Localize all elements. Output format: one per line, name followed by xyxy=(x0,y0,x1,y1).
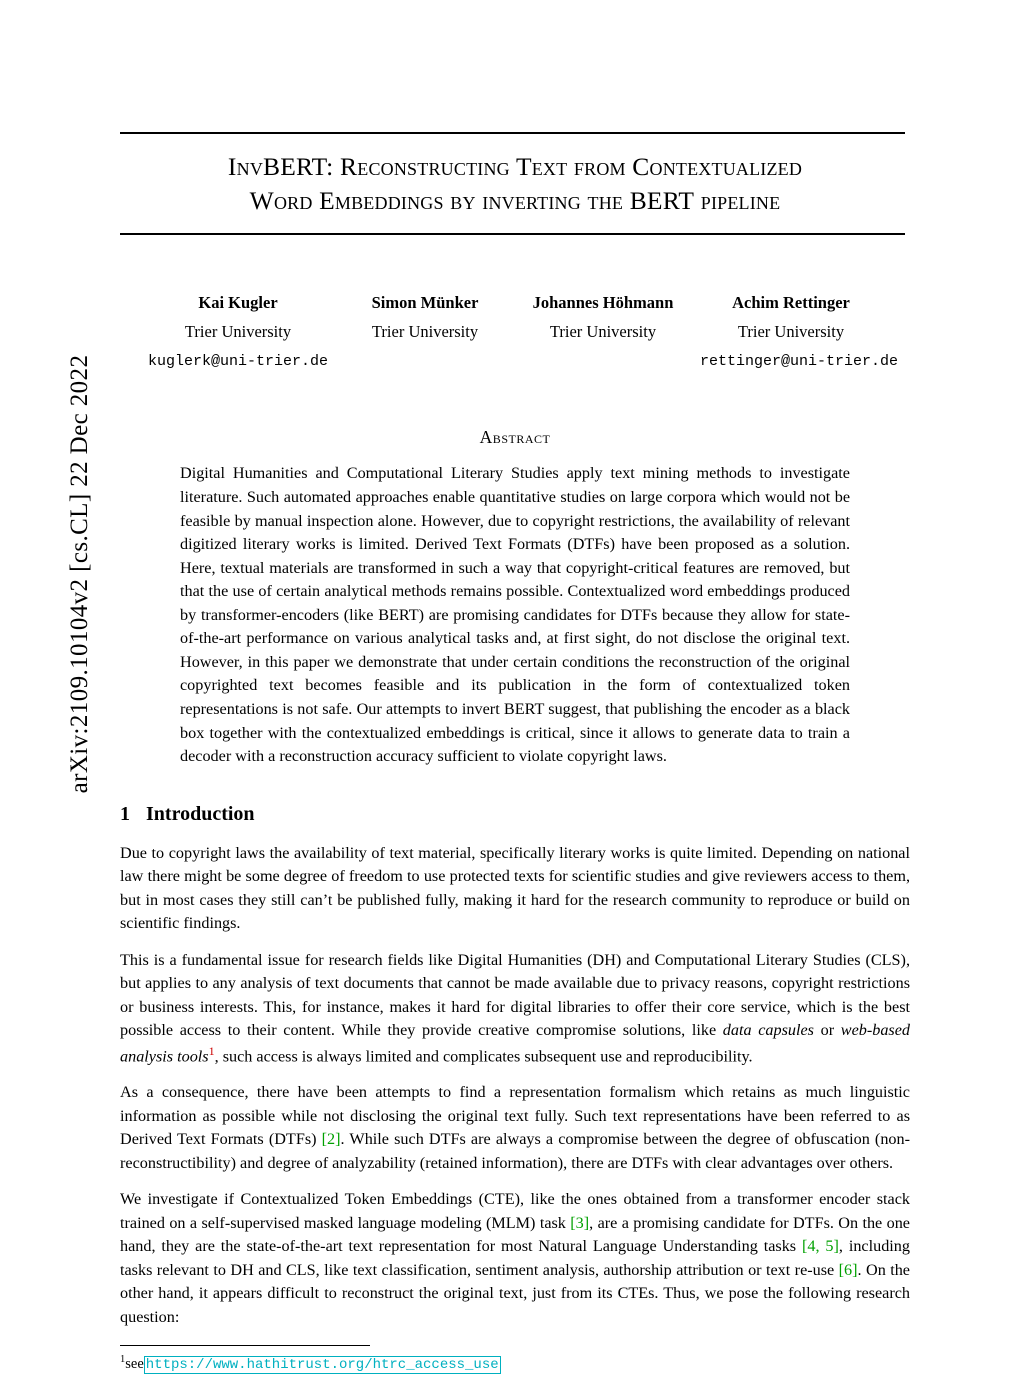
paragraph-4 xyxy=(120,1188,910,1329)
section-title: Introduction xyxy=(146,802,255,825)
author-name: Johannes Höhmann xyxy=(532,293,674,313)
author-block xyxy=(140,291,336,377)
section-number: 1 xyxy=(120,802,130,825)
author-block xyxy=(514,291,692,377)
citation-link[interactable]: [4, 5] xyxy=(802,1237,839,1256)
paragraph-3 xyxy=(120,1081,910,1175)
author-block xyxy=(692,291,899,377)
footnote-separator xyxy=(120,1345,370,1346)
author-affiliation: Trier University xyxy=(184,322,292,342)
paragraph-4-text-d: . On the other hand, it appears difficult to reconstruct the original text, just from its CTEs. Thus, we pose the following research question: xyxy=(120,1260,910,1326)
abstract-body: Digital Humanities and Computational Literary Studies apply text mining methods to investigate literature. Such automated approaches enable quantitative studies on large corpora which would not be feasible by manual inspection alone. However, due to copyright restrictions, the availability of relevant digitized literary works is limited. Derived Text Formats (DTFs) have been proposed as a solution. Here, textual materials are transformed in such a way that copyright-critical features are removed, but that the use of certain analytical methods remains possible. Contextualized word embeddings produced by transformer-encoders (like BERT) are promising candidates for DTFs because they allow for state-of-the-art performance on various analytical tasks and, at first sight, do not disclose the original text. However, in this paper we demonstrate that under certain conditions the reconstruction of the original copyrighted text becomes feasible and its publication in the form of contextualized token representations is not safe. Our attempts to invert BERT suggest, that publishing the encoder as a black box together with the contextualized embeddings is critical, since it allows to generate data to train a decoder with a reconstruction accuracy sufficient to violate copyright laws. xyxy=(180,464,850,766)
author-name: Simon Münker xyxy=(371,293,479,313)
author-affiliation: Trier University xyxy=(549,322,657,342)
paragraph-4-text-a: We investigate if Contextualized Token Embeddings (CTE), like the ones obtained from a transformer encoder stack trained on a self-supervised masked language modeling (MLM) task xyxy=(120,1190,910,1232)
author-block xyxy=(336,291,514,377)
footnote-marker-1[interactable]: 1 xyxy=(208,1043,215,1058)
author-name: Kai Kugler xyxy=(198,293,278,313)
author-email[interactable]: rettinger@uni-trier.de xyxy=(700,353,899,371)
title-line-2-part-a: Word Embeddings by inverting the xyxy=(249,185,630,215)
paragraph-3-text-a: As a consequence, there have been attempts to find a representation formalism which retains as much linguistic information as possible while not disclosing the original text fully. Such text representations have been referred to as Derived Text Formats (DTFs) xyxy=(120,1083,910,1149)
page-title xyxy=(120,134,910,221)
author-name: Achim Rettinger xyxy=(732,293,850,313)
paragraph-2 xyxy=(120,949,910,1069)
title-rule-bottom xyxy=(120,233,905,235)
paragraph-1: Due to copyright laws the availability of text material, specifically literary works is quite limited. Depending on national law there might be some degree of freedom to use protected texts for scientific studies and give reviewers access to them, but in most cases they still can’t be published fully, making it hard for the research community to reproduce or build on scientific findings. xyxy=(120,843,910,933)
abstract-heading: Abstract xyxy=(479,427,551,448)
paragraph-4-text-b: , are a promising candidate for DTFs. On the one hand, they are the state-of-the-art text representation for most Natural Language Understanding tasks xyxy=(120,1213,910,1256)
title-line-2 xyxy=(130,184,900,218)
citation-link[interactable]: [6] xyxy=(838,1260,858,1279)
paragraph-2-text-a: This is a fundamental issue for research fields like Digital Humanities (DH) and Computational Literary Studies (CLS), but applies to any analysis of text documents that cannot be made available due to privacy reasons, copyright restrictions or business interests. This, for instance, makes it hard for digital libraries to offer their core service, which is the best possible access to their content. While they provide creative compromise solutions, like xyxy=(120,950,910,1040)
title-line-2-bert: BERT xyxy=(629,185,695,215)
paragraph-4-text-c: , including tasks relevant to DH and CLS, like text classification, sentiment analysis, authorship attribution or text re-use xyxy=(120,1237,910,1279)
term-web-based-analysis-tools: web-based analysis tools xyxy=(120,1021,911,1065)
paragraph-2-text-b: or xyxy=(813,1021,841,1040)
title-line-2-part-c: pipeline xyxy=(694,185,781,215)
author-list xyxy=(120,291,910,377)
paragraph-3-text-b: . While such DTFs are always a compromise between the degree of obfuscation (non-reconstructibility) and degree of analyzability (retained information), there are DTFs with clear advantages over others. xyxy=(120,1130,910,1172)
author-email[interactable]: kuglerk@uni-trier.de xyxy=(148,353,329,371)
term-data-capsules: data capsules xyxy=(722,1021,814,1040)
paper-page xyxy=(120,0,911,1374)
footnote-1 xyxy=(120,1354,910,1373)
citation-link[interactable]: [2] xyxy=(321,1130,341,1149)
section-heading-introduction xyxy=(120,803,910,826)
paragraph-2-text-c: , such access is always limited and complicates subsequent use and reproducibility. xyxy=(214,1046,753,1065)
citation-link[interactable]: [3] xyxy=(570,1213,590,1232)
footnote-number: 1 xyxy=(120,1354,126,1366)
author-affiliation: Trier University xyxy=(371,322,479,342)
footnote-url-link[interactable]: https://www.hathitrust.org/htrc_access_use xyxy=(145,1357,499,1374)
introduction-body xyxy=(120,842,910,1330)
author-affiliation: Trier University xyxy=(737,322,845,342)
arxiv-identifier-stamp: arXiv:2109.10104v2 [cs.CL] 22 Dec 2022 xyxy=(66,354,93,794)
title-line-1: InvBERT: Reconstructing Text from Contextualized xyxy=(227,152,803,181)
footnote-prefix: see xyxy=(125,1356,144,1373)
